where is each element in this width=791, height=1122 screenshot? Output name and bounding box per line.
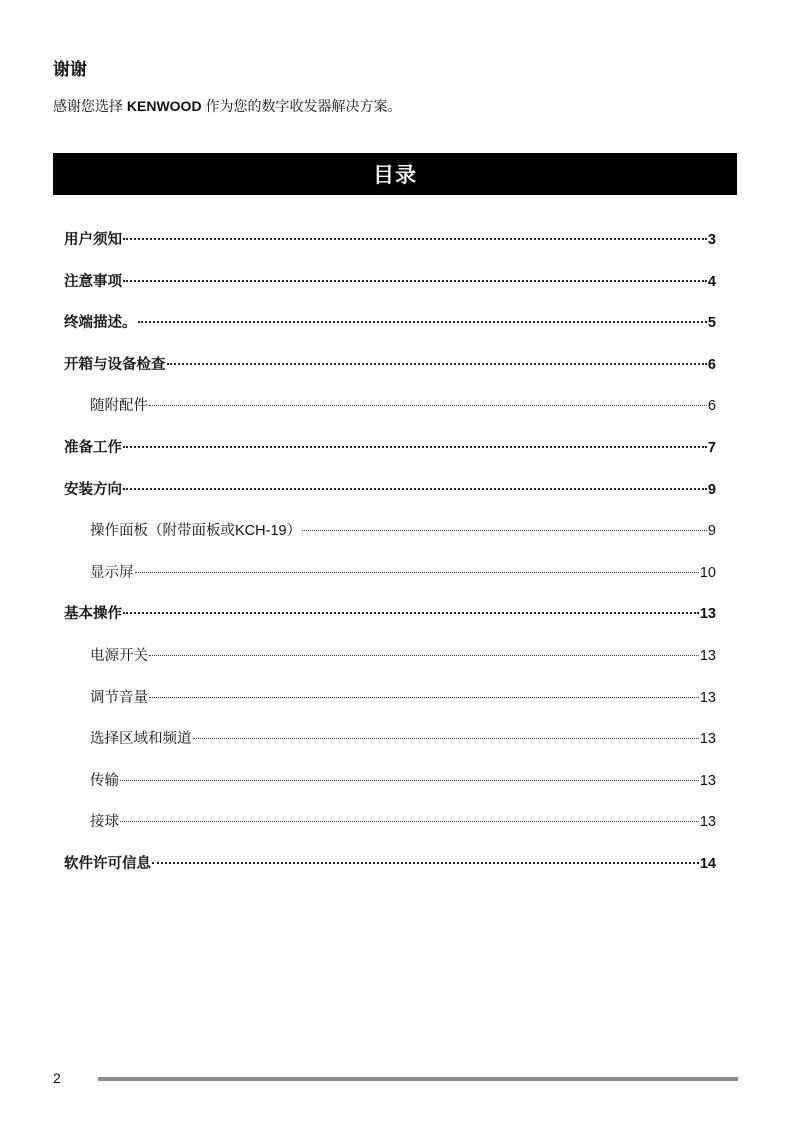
toc-banner: [53, 153, 737, 195]
toc-dot-leader: [149, 697, 699, 698]
toc-entry[interactable]: [90, 687, 716, 709]
toc-entry[interactable]: [64, 312, 716, 334]
footer-rule: [98, 1077, 738, 1081]
toc-entry-label: 基本操作: [64, 606, 122, 622]
toc-entry-page: 13: [699, 690, 716, 706]
toc-dot-leader: [123, 612, 699, 614]
toc-entry[interactable]: [90, 645, 716, 667]
toc-entry-page: 13: [699, 606, 716, 622]
toc-entry-label: 电源开关: [90, 648, 148, 664]
toc-entry-page: 9: [707, 482, 716, 498]
toc-entry-label: 接球: [90, 814, 119, 830]
toc-entry-label: 准备工作: [64, 440, 122, 456]
toc-entry-label: 显示屏: [90, 565, 134, 581]
toc-entry[interactable]: [64, 354, 716, 376]
toc-entry-page: 5: [707, 315, 716, 331]
toc-dot-leader: [123, 488, 707, 490]
brand-name: KENWOOD: [126, 98, 202, 114]
toc-dot-leader: [123, 446, 707, 448]
toc-entry-label: 选择区域和频道: [90, 731, 192, 747]
toc-entry-label: 开箱与设备检查: [64, 357, 166, 373]
toc-entry-page: 13: [699, 731, 716, 747]
toc-entry[interactable]: [64, 437, 716, 459]
toc-entry-page: 3: [707, 232, 716, 248]
thanks-text-before: 感谢您选择: [53, 98, 127, 114]
toc-dot-leader: [138, 321, 707, 323]
toc-entry[interactable]: [90, 395, 716, 417]
toc-dot-leader: [123, 238, 707, 240]
thanks-text-after: 作为您的数字收发器解决方案。: [201, 98, 402, 114]
toc-heading: 目录: [373, 164, 417, 187]
toc-entry-page: 13: [699, 648, 716, 664]
toc-dot-leader: [135, 572, 699, 573]
toc-entry-label: 传输: [90, 773, 119, 789]
toc-entry[interactable]: [90, 520, 716, 542]
toc-entry[interactable]: [64, 853, 716, 875]
toc-dot-leader: [120, 780, 699, 781]
toc-entry[interactable]: [64, 479, 716, 501]
toc-dot-leader: [193, 738, 699, 739]
toc-entry-page: 10: [699, 565, 716, 581]
toc-entry[interactable]: [90, 811, 716, 833]
toc-entry-label: 操作面板（附带面板或KCH-19）: [90, 523, 302, 539]
toc-entry-page: 14: [699, 856, 716, 872]
toc-dot-leader: [149, 405, 707, 406]
toc-entry-page: 6: [707, 398, 716, 414]
toc-entry[interactable]: [90, 770, 716, 792]
toc-entry[interactable]: [90, 562, 716, 584]
toc-entry[interactable]: [64, 229, 716, 251]
toc-entry[interactable]: [64, 603, 716, 625]
toc-dot-leader: [152, 862, 699, 864]
toc-entry[interactable]: [64, 271, 716, 293]
toc-entry-label: 用户须知: [64, 232, 122, 248]
toc-entry-label: 安装方向: [64, 482, 122, 498]
toc-entry-label: 随附配件: [90, 398, 148, 414]
thanks-title: 谢谢: [53, 60, 87, 79]
toc-entry-page: 4: [707, 274, 716, 290]
toc-entry-label: 注意事项: [64, 274, 122, 290]
toc-entry-page: 6: [707, 357, 716, 373]
thanks-text: [53, 96, 401, 116]
toc-entry-page: 13: [699, 773, 716, 789]
toc-entry-page: 9: [707, 523, 716, 539]
toc-entry[interactable]: [90, 728, 716, 750]
toc-entry-label: 终端描述。: [64, 315, 137, 331]
page-number: 2: [53, 1070, 61, 1086]
toc-dot-leader: [302, 530, 707, 531]
toc-entry-page: 7: [707, 440, 716, 456]
toc-dot-leader: [123, 280, 707, 282]
toc-dot-leader: [120, 821, 699, 822]
toc-dot-leader: [149, 655, 699, 656]
toc-entry-label: 软件许可信息: [64, 856, 151, 872]
toc-dot-leader: [167, 363, 707, 365]
toc-entry-label: 调节音量: [90, 690, 148, 706]
toc-entry-page: 13: [699, 814, 716, 830]
